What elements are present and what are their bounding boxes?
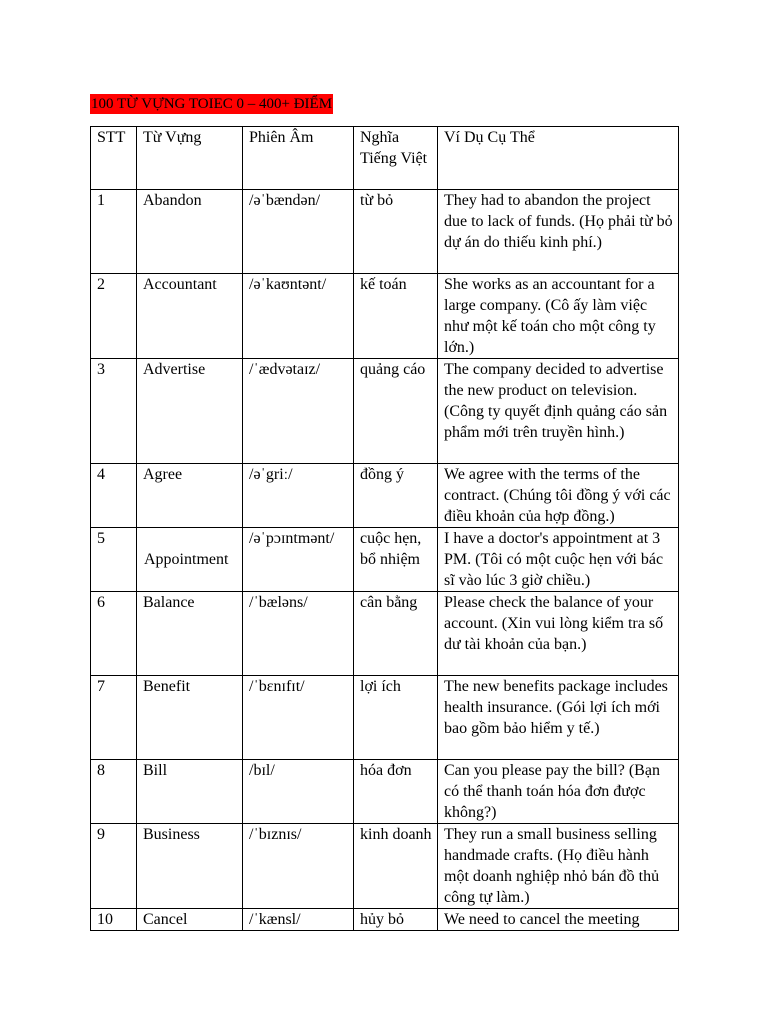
row-stt: 9 <box>91 824 137 909</box>
row-meaning: hóa đơn <box>354 760 438 824</box>
row-example: They had to abandon the project due to lack of funds. (Họ phải từ bỏ dự án do thiếu kinh phí.) <box>438 190 679 274</box>
row-phonetic: /əˈgriː/ <box>243 464 354 528</box>
row-stt: 4 <box>91 464 137 528</box>
row-example: I have a doctor's appointment at 3 PM. (Tôi có một cuộc hẹn với bác sĩ vào lúc 3 giờ chiều.) <box>438 528 679 592</box>
row-phonetic: /əˈkaʊntənt/ <box>243 274 354 359</box>
row-word: Bill <box>137 760 243 824</box>
row-meaning: cân bằng <box>354 592 438 676</box>
row-phonetic: /əˈpɔɪntmənt/ <box>243 528 354 592</box>
table-row <box>91 528 679 592</box>
header-stt: STT <box>91 127 137 190</box>
row-stt: 8 <box>91 760 137 824</box>
row-phonetic: /bɪl/ <box>243 760 354 824</box>
row-meaning: hủy bỏ <box>354 909 438 931</box>
header-meaning: Nghĩa Tiếng Việt <box>354 127 438 190</box>
row-example: They run a small business selling handmade crafts. (Họ điều hành một doanh nghiệp nhỏ bán đồ thủ công tự làm.) <box>438 824 679 909</box>
table-row <box>91 190 679 274</box>
table-row <box>91 359 679 464</box>
row-stt: 7 <box>91 676 137 760</box>
row-example: She works as an accountant for a large company. (Cô ấy làm việc như một kế toán cho một công ty lớn.) <box>438 274 679 359</box>
row-word: Cancel <box>137 909 243 931</box>
row-word: Abandon <box>137 190 243 274</box>
table-row <box>91 592 679 676</box>
row-word: Advertise <box>137 359 243 464</box>
row-stt: 3 <box>91 359 137 464</box>
row-phonetic: /ˈbæləns/ <box>243 592 354 676</box>
row-meaning: lợi ích <box>354 676 438 760</box>
row-phonetic: /ˈbɪznɪs/ <box>243 824 354 909</box>
row-stt: 10 <box>91 909 137 931</box>
table-row <box>91 760 679 824</box>
table-row <box>91 274 679 359</box>
row-word: Business <box>137 824 243 909</box>
table-row <box>91 909 679 931</box>
row-example: We need to cancel the meeting <box>438 909 679 931</box>
vocabulary-table <box>90 126 679 931</box>
table-row <box>91 824 679 909</box>
table-row <box>91 676 679 760</box>
header-word: Từ Vựng <box>137 127 243 190</box>
row-meaning: đồng ý <box>354 464 438 528</box>
row-meaning: kinh doanh <box>354 824 438 909</box>
row-stt: 5 <box>91 528 137 592</box>
row-word: Balance <box>137 592 243 676</box>
row-stt: 2 <box>91 274 137 359</box>
table-row <box>91 464 679 528</box>
row-phonetic: /ˈkænsl/ <box>243 909 354 931</box>
header-phonetic: Phiên Âm <box>243 127 354 190</box>
row-meaning: từ bỏ <box>354 190 438 274</box>
row-example: Can you please pay the bill? (Bạn có thể thanh toán hóa đơn được không?) <box>438 760 679 824</box>
row-phonetic: /ˈbɛnɪfɪt/ <box>243 676 354 760</box>
table-header-row <box>91 127 679 190</box>
row-example: The company decided to advertise the new product on television. (Công ty quyết định quảng cáo sản phẩm mới trên truyền hình.) <box>438 359 679 464</box>
row-meaning: kế toán <box>354 274 438 359</box>
row-word: Appointment <box>137 528 243 592</box>
row-word: Benefit <box>137 676 243 760</box>
row-example: Please check the balance of your account. (Xin vui lòng kiểm tra số dư tài khoản của bạn.) <box>438 592 679 676</box>
row-word: Accountant <box>137 274 243 359</box>
row-example: We agree with the terms of the contract. (Chúng tôi đồng ý với các điều khoản của hợp đồng.) <box>438 464 679 528</box>
document-title-text: 100 TỪ VỰNG TOIEC 0 – 400+ ĐIỂM <box>91 96 333 112</box>
row-meaning: cuộc hẹn, bổ nhiệm <box>354 528 438 592</box>
row-word: Agree <box>137 464 243 528</box>
row-phonetic: /əˈbændən/ <box>243 190 354 274</box>
row-stt: 1 <box>91 190 137 274</box>
row-example: The new benefits package includes health insurance. (Gói lợi ích mới bao gồm bảo hiểm y tế.) <box>438 676 679 760</box>
row-meaning: quảng cáo <box>354 359 438 464</box>
row-stt: 6 <box>91 592 137 676</box>
header-example: Ví Dụ Cụ Thể <box>438 127 679 190</box>
document-title <box>90 94 333 114</box>
row-phonetic: /ˈædvətaɪz/ <box>243 359 354 464</box>
